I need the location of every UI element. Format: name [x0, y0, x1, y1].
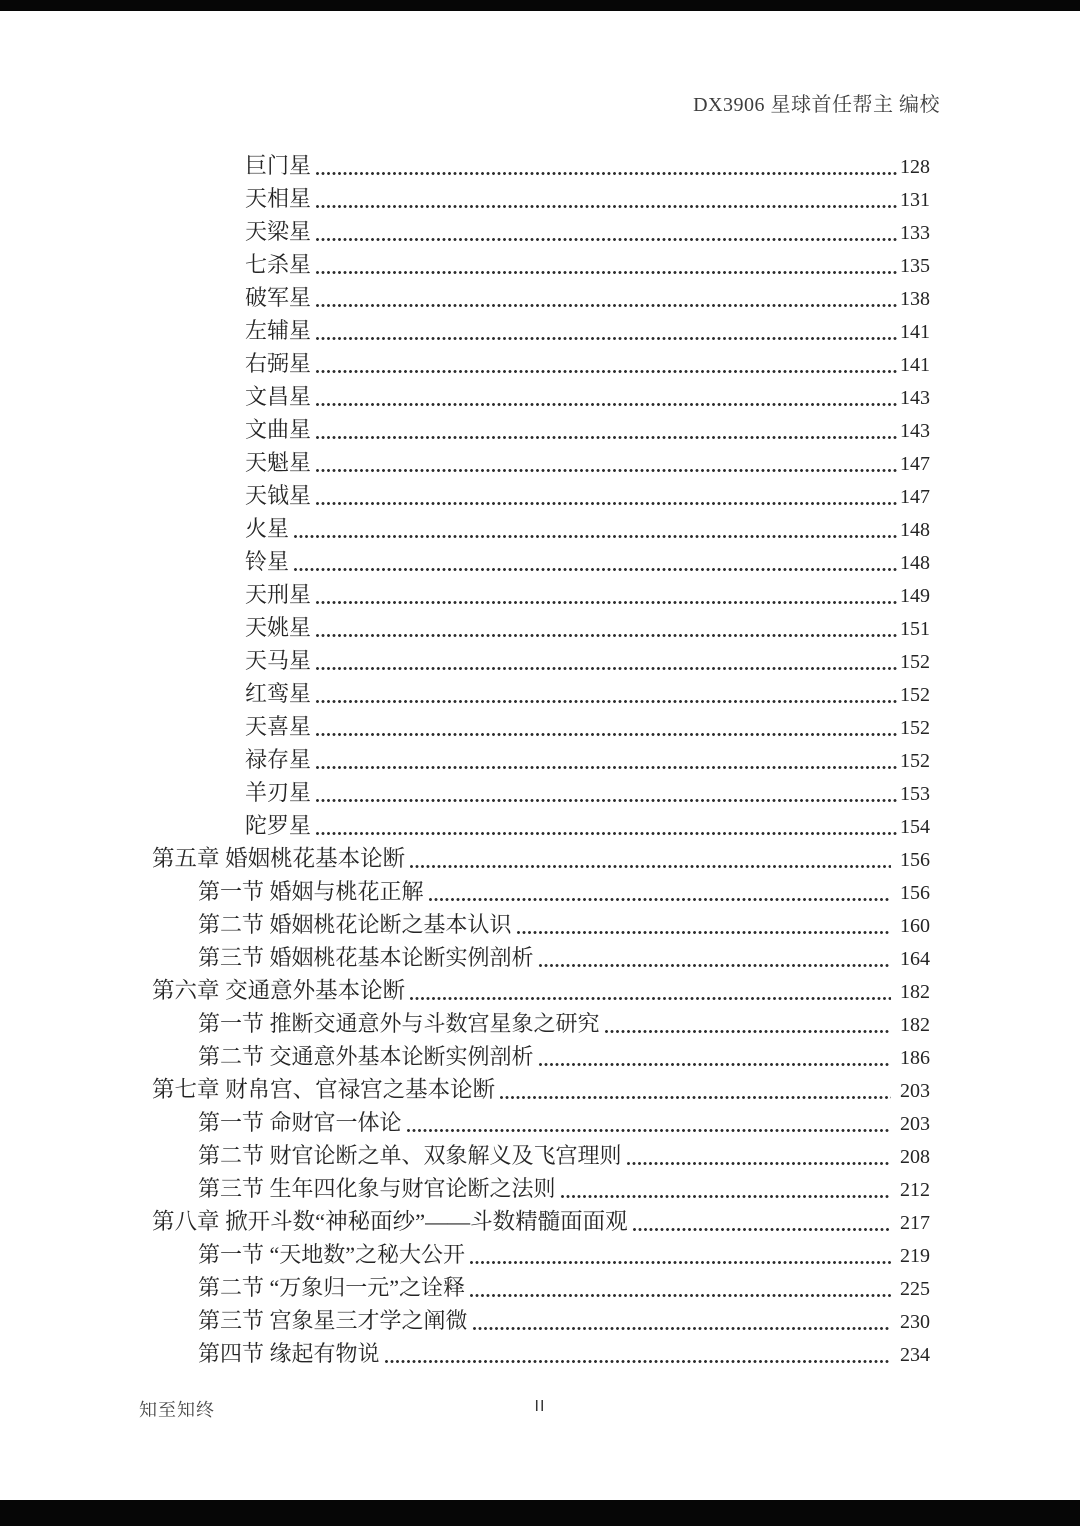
- toc-entry-title: 天相星: [245, 186, 312, 211]
- toc-list: [152, 149, 930, 1370]
- dotted-leader: [311, 611, 898, 644]
- toc-entry[interactable]: [152, 578, 930, 611]
- dotted-leader: [424, 875, 891, 908]
- toc-entry-page: 203: [900, 1080, 930, 1102]
- toc-entry-title: 天钺星: [245, 483, 312, 508]
- toc-entry-page: 153: [900, 783, 930, 805]
- toc-entry-page: 219: [900, 1245, 930, 1267]
- toc-entry-title: 第三节 婚姻桃花基本论断实例剖析: [198, 945, 534, 970]
- toc-entry-title: 第五章 婚姻桃花基本论断: [152, 846, 406, 871]
- toc-entry-title: 第八章 掀开斗数“神秘面纱”——斗数精髓面面观: [152, 1209, 628, 1234]
- dotted-leader: [289, 545, 898, 578]
- toc-entry[interactable]: [152, 1304, 930, 1337]
- toc-entry[interactable]: [152, 1139, 930, 1172]
- toc-entry-title: 天马星: [245, 648, 312, 673]
- dotted-leader: [311, 743, 898, 776]
- toc-entry-title: 铃星: [245, 549, 290, 574]
- dotted-leader: [289, 512, 898, 545]
- toc-entry-title: 破军星: [245, 285, 312, 310]
- toc-entry-title: 第二节 婚姻桃花论断之基本认识: [198, 912, 512, 937]
- dotted-leader: [405, 842, 891, 875]
- toc-entry-page: 182: [900, 981, 930, 1003]
- toc-entry-title: 第二节 “万象归一元”之诠释: [198, 1275, 466, 1300]
- toc-entry-title: 禄存星: [245, 747, 312, 772]
- dotted-leader: [311, 149, 898, 182]
- toc-entry-page: 131: [900, 189, 930, 211]
- toc-entry[interactable]: [152, 1073, 930, 1106]
- toc-entry-title: 第一节 “天地数”之秘大公开: [198, 1242, 466, 1267]
- toc-entry-title: 第一节 命财官一体论: [198, 1110, 402, 1135]
- toc-entry-page: 203: [900, 1113, 930, 1135]
- toc-entry-page: 138: [900, 288, 930, 310]
- toc-entry-title: 红鸾星: [245, 681, 312, 706]
- toc-entry-page: 186: [900, 1047, 930, 1069]
- toc-entry-title: 第二节 财官论断之单、双象解义及飞宫理则: [198, 1143, 622, 1168]
- toc-entry-page: 151: [900, 618, 930, 640]
- toc-entry[interactable]: [152, 281, 930, 314]
- dotted-leader: [311, 314, 898, 347]
- toc-entry-page: 234: [900, 1344, 930, 1366]
- toc-entry[interactable]: [152, 611, 930, 644]
- dotted-leader: [311, 776, 898, 809]
- toc-entry[interactable]: [152, 1271, 930, 1304]
- toc-entry[interactable]: [152, 149, 930, 182]
- toc-entry-page: 230: [900, 1311, 930, 1333]
- dotted-leader: [495, 1073, 891, 1106]
- toc-entry[interactable]: [152, 1205, 930, 1238]
- dotted-leader: [512, 908, 891, 941]
- dotted-leader: [534, 1040, 891, 1073]
- toc-entry[interactable]: [152, 1007, 930, 1040]
- toc-entry[interactable]: [152, 908, 930, 941]
- toc-entry-title: 右弼星: [245, 351, 312, 376]
- toc-entry-page: 147: [900, 453, 930, 475]
- toc-entry-title: 第七章 财帛宫、官禄宫之基本论断: [152, 1077, 496, 1102]
- toc-entry-page: 135: [900, 255, 930, 277]
- toc-entry[interactable]: [152, 743, 930, 776]
- toc-entry-page: 182: [900, 1014, 930, 1036]
- toc-entry-page: 141: [900, 321, 930, 343]
- toc-entry-page: 148: [900, 552, 930, 574]
- toc-entry-page: 149: [900, 585, 930, 607]
- toc-entry-page: 152: [900, 750, 930, 772]
- footer-page-number: II: [534, 1398, 546, 1415]
- footer-watermark: 知至知终: [139, 1400, 215, 1420]
- toc-entry[interactable]: [152, 644, 930, 677]
- toc-entry-title: 第二节 交通意外基本论断实例剖析: [198, 1044, 534, 1069]
- dotted-leader: [311, 578, 898, 611]
- dotted-leader: [311, 347, 898, 380]
- toc-entry[interactable]: [152, 842, 930, 875]
- toc-entry[interactable]: [152, 512, 930, 545]
- dotted-leader: [311, 248, 898, 281]
- bottom-black-bar: [0, 1500, 1080, 1526]
- toc-entry-page: 225: [900, 1278, 930, 1300]
- dotted-leader: [622, 1139, 891, 1172]
- toc-entry-page: 160: [900, 915, 930, 937]
- dotted-leader: [311, 182, 898, 215]
- dotted-leader: [600, 1007, 891, 1040]
- toc-entry[interactable]: [152, 1238, 930, 1271]
- toc-entry[interactable]: [152, 1040, 930, 1073]
- toc-entry[interactable]: [152, 710, 930, 743]
- dotted-leader: [402, 1106, 891, 1139]
- toc-entry[interactable]: [152, 314, 930, 347]
- toc-entry-page: 147: [900, 486, 930, 508]
- dotted-leader: [628, 1205, 891, 1238]
- toc-entry-title: 天姚星: [245, 615, 312, 640]
- toc-entry-page: 143: [900, 387, 930, 409]
- toc-entry-title: 天喜星: [245, 714, 312, 739]
- dotted-leader: [311, 710, 898, 743]
- dotted-leader: [311, 479, 898, 512]
- toc-entry[interactable]: [152, 413, 930, 446]
- toc-entry-page: 141: [900, 354, 930, 376]
- dotted-leader: [465, 1238, 891, 1271]
- toc-entry-page: 208: [900, 1146, 930, 1168]
- toc-entry-page: 152: [900, 651, 930, 673]
- toc-entry-page: 212: [900, 1179, 930, 1201]
- dotted-leader: [311, 215, 898, 248]
- toc-entry-page: 164: [900, 948, 930, 970]
- dotted-leader: [534, 941, 891, 974]
- toc-entry[interactable]: [152, 875, 930, 908]
- dotted-leader: [556, 1172, 891, 1205]
- dotted-leader: [380, 1337, 891, 1370]
- dotted-leader: [311, 380, 898, 413]
- toc-entry-page: 148: [900, 519, 930, 541]
- toc-entry-page: 133: [900, 222, 930, 244]
- toc-entry-page: 143: [900, 420, 930, 442]
- toc-entry-title: 左辅星: [245, 318, 312, 343]
- toc-entry-title: 天魁星: [245, 450, 312, 475]
- toc-entry[interactable]: [152, 1106, 930, 1139]
- toc-entry-title: 天梁星: [245, 219, 312, 244]
- toc-entry-page: 154: [900, 816, 930, 838]
- toc-entry[interactable]: [152, 941, 930, 974]
- toc-entry-title: 第一节 推断交通意外与斗数宫星象之研究: [198, 1011, 600, 1036]
- toc-entry[interactable]: [152, 380, 930, 413]
- toc-entry[interactable]: [152, 974, 930, 1007]
- toc-entry-title: 第一节 婚姻与桃花正解: [198, 879, 424, 904]
- dotted-leader: [311, 446, 898, 479]
- dotted-leader: [311, 809, 898, 842]
- toc-entry[interactable]: [152, 1172, 930, 1205]
- toc-entry[interactable]: [152, 248, 930, 281]
- toc-entry-title: 文曲星: [245, 417, 312, 442]
- toc-entry[interactable]: [152, 215, 930, 248]
- toc-entry-title: 羊刃星: [245, 780, 312, 805]
- toc-entry-page: 156: [900, 849, 930, 871]
- toc-entry-title: 七杀星: [245, 252, 312, 277]
- toc-entry-page: 156: [900, 882, 930, 904]
- toc-entry[interactable]: [152, 182, 930, 215]
- dotted-leader: [405, 974, 891, 1007]
- toc-entry-page: 152: [900, 684, 930, 706]
- dotted-leader: [465, 1271, 891, 1304]
- toc-entry-title: 天刑星: [245, 582, 312, 607]
- toc-entry[interactable]: [152, 677, 930, 710]
- dotted-leader: [311, 413, 898, 446]
- dotted-leader: [468, 1304, 891, 1337]
- toc-entry[interactable]: [152, 776, 930, 809]
- toc-entry-page: 128: [900, 156, 930, 178]
- dotted-leader: [311, 281, 898, 314]
- toc-entry-title: 陀罗星: [245, 813, 312, 838]
- toc-entry[interactable]: [152, 479, 930, 512]
- toc-entry-title: 第三节 生年四化象与财官论断之法则: [198, 1176, 556, 1201]
- toc-entry[interactable]: [152, 809, 930, 842]
- top-black-bar: [0, 0, 1080, 11]
- toc-entry-title: 巨门星: [245, 153, 312, 178]
- toc-entry[interactable]: [152, 545, 930, 578]
- toc-entry-page: 217: [900, 1212, 930, 1234]
- toc-entry-title: 第四节 缘起有物说: [198, 1341, 380, 1366]
- dotted-leader: [311, 644, 898, 677]
- toc-entry-title: 火星: [245, 516, 290, 541]
- toc-entry-page: 152: [900, 717, 930, 739]
- toc-entry[interactable]: [152, 446, 930, 479]
- toc-entry[interactable]: [152, 347, 930, 380]
- dotted-leader: [311, 677, 898, 710]
- toc-entry[interactable]: [152, 1337, 930, 1370]
- toc-entry-title: 文昌星: [245, 384, 312, 409]
- page-header-text: DX3906 星球首任帮主 编校: [693, 94, 940, 116]
- toc-entry-title: 第六章 交通意外基本论断: [152, 978, 406, 1003]
- toc-entry-title: 第三节 宫象星三才学之阐微: [198, 1308, 468, 1333]
